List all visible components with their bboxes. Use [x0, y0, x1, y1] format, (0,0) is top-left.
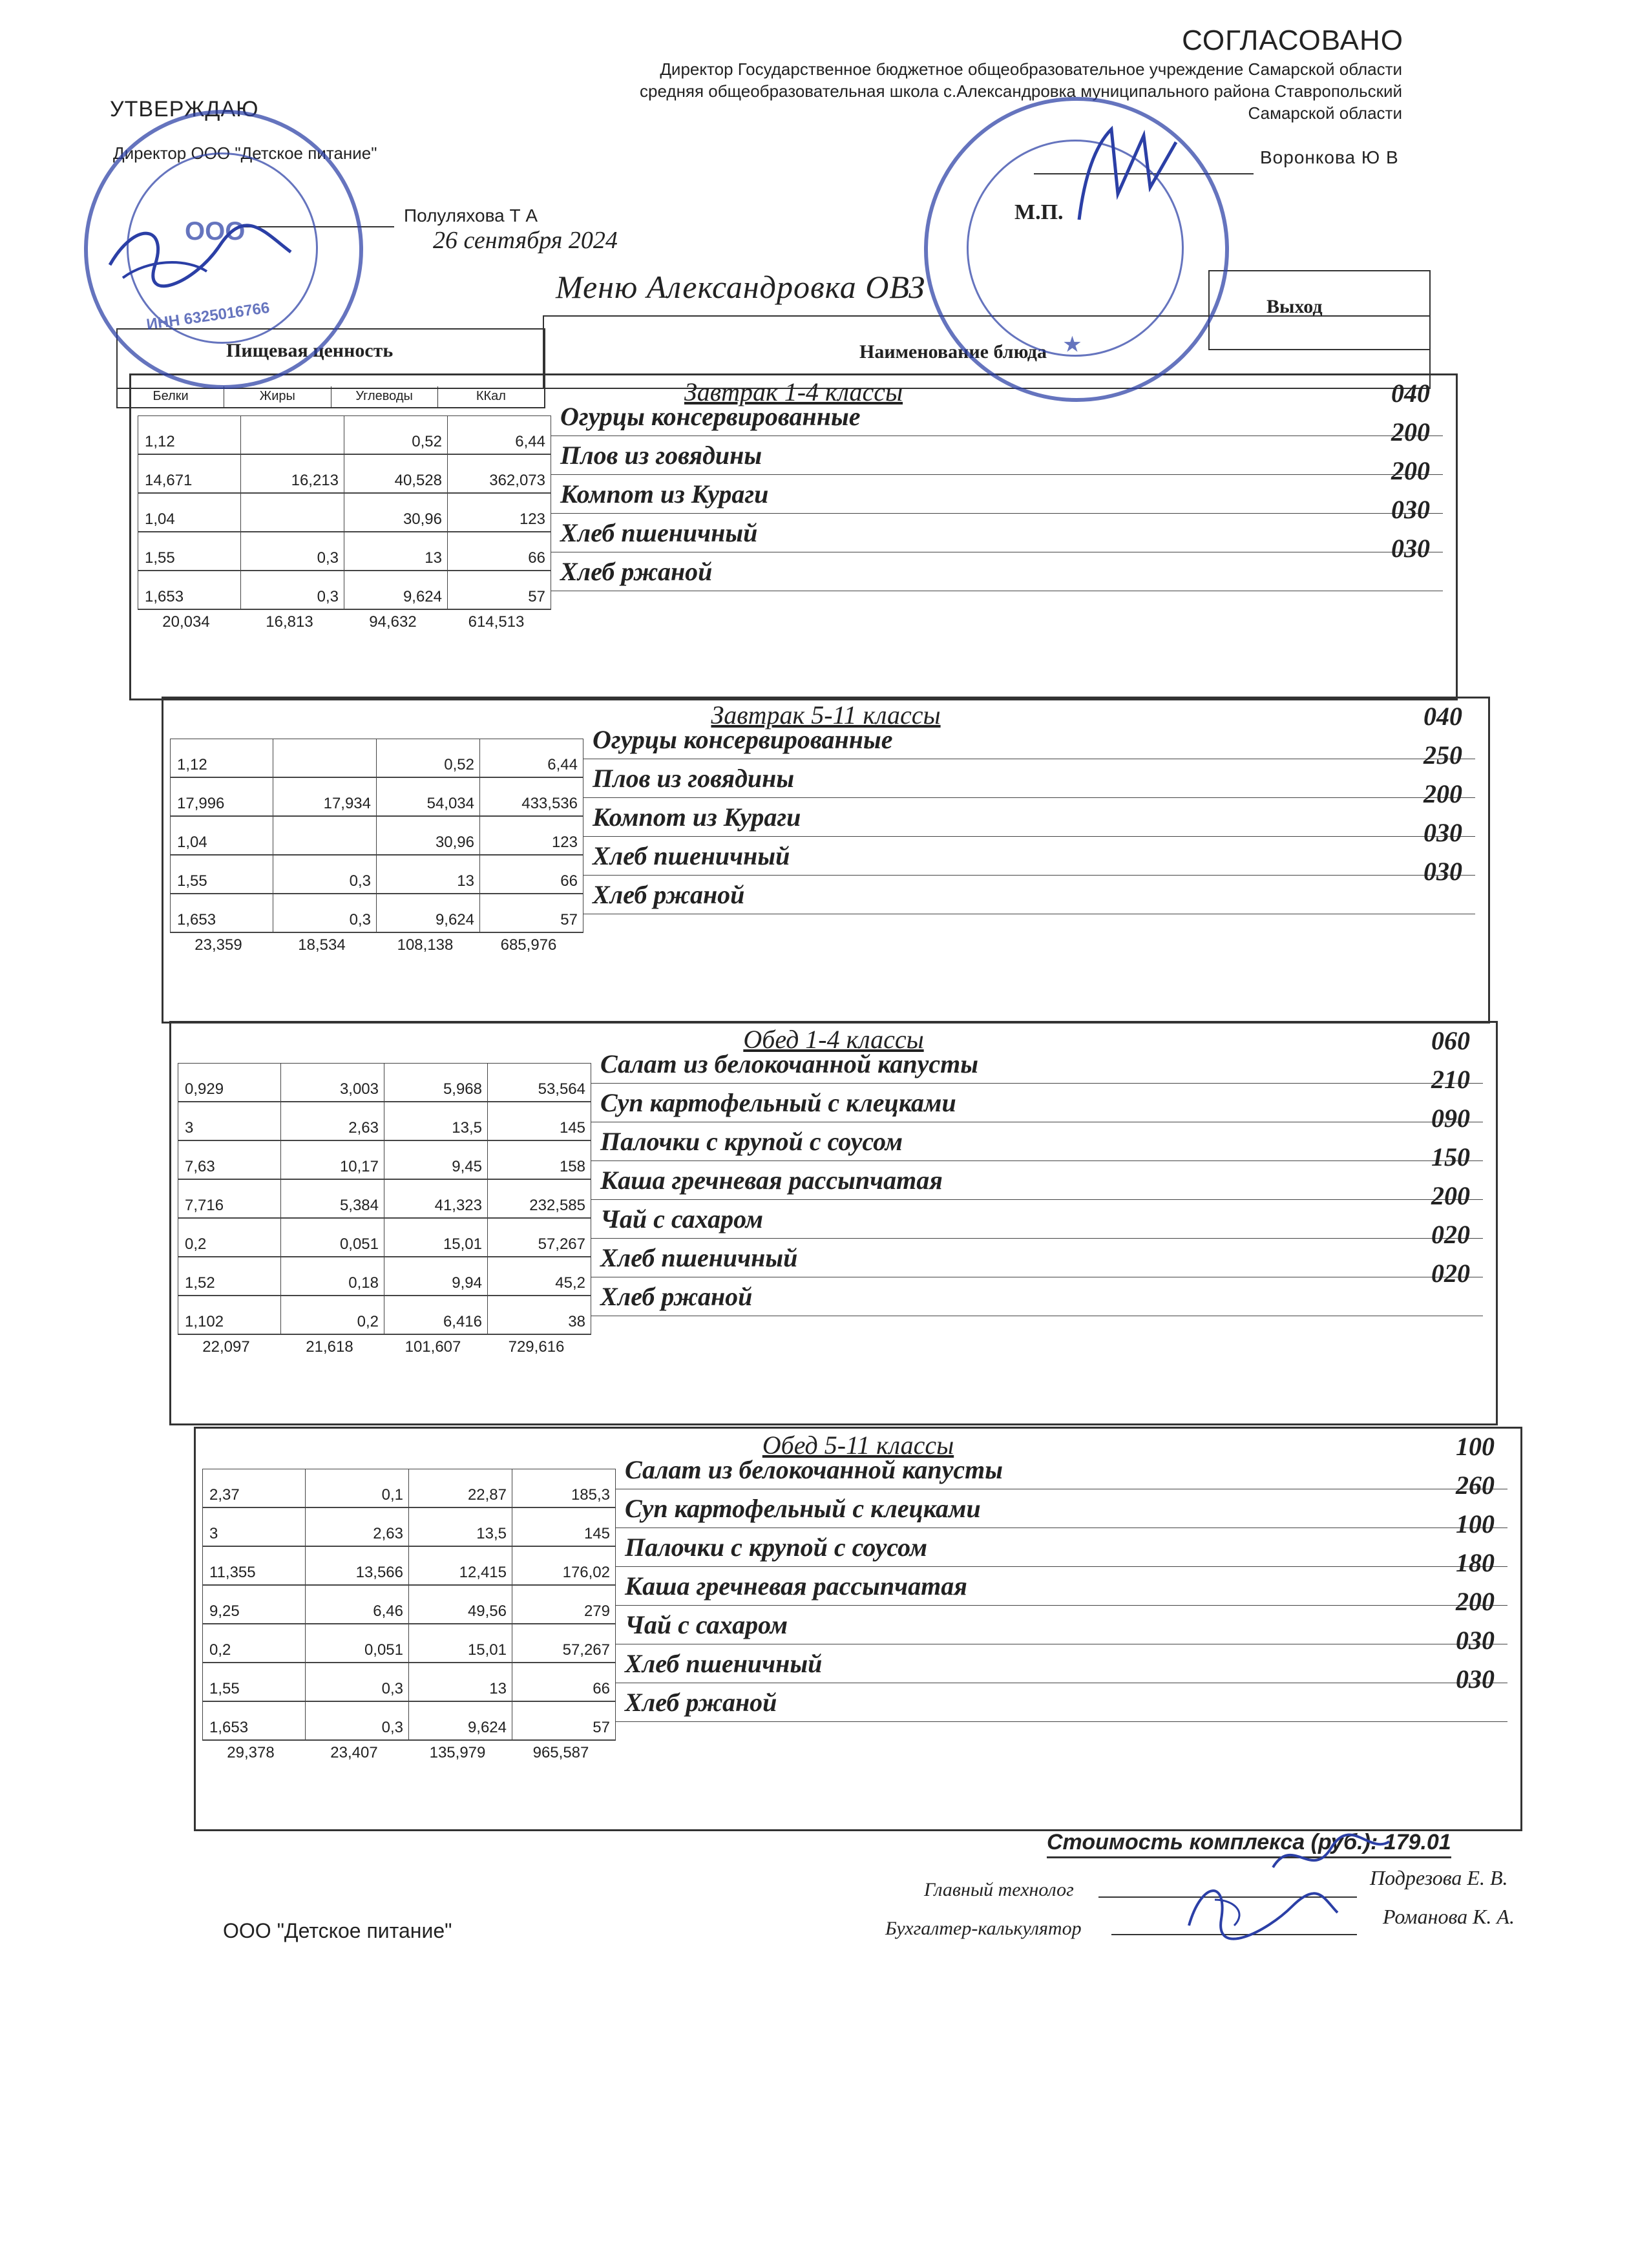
chief-technologist-name: Подрезова Е. В.	[1370, 1866, 1508, 1889]
kcal-cell: 66	[512, 1663, 616, 1701]
dish-exit: 250	[1423, 740, 1462, 770]
total-carbs-cell: 108,138	[397, 936, 454, 954]
fat-cell	[241, 493, 344, 532]
kcal-cell: 66	[480, 855, 583, 894]
section-breakfast-5-11	[162, 697, 1490, 1024]
dish-exit: 200	[1423, 779, 1462, 808]
dish-name: Компот из Кураги	[551, 475, 1443, 514]
kcal-cell: 57,267	[488, 1218, 591, 1257]
carbs-cell: 41,323	[384, 1179, 488, 1218]
kcal-cell: 57	[512, 1701, 616, 1740]
left-seal-center: ООО	[185, 217, 246, 246]
dish-name: Каша гречневая рассыпчатая	[616, 1567, 1507, 1606]
dish-exit: 200	[1391, 456, 1430, 485]
carbs-cell: 12,415	[409, 1546, 512, 1585]
dish-name: Хлеб пшеничный	[583, 837, 1475, 876]
nutrition-header: Пищевая ценность	[226, 340, 394, 361]
carbs-cell: 9,624	[409, 1701, 512, 1740]
kcal-cell: 45,2	[488, 1257, 591, 1296]
kcal-cell: 6,44	[480, 739, 583, 777]
fat-cell: 0,3	[241, 571, 344, 609]
dish-exit: 020	[1431, 1220, 1470, 1249]
dish-name: Хлеб ржаной	[591, 1277, 1483, 1316]
kcal-cell: 145	[512, 1507, 616, 1546]
section-title: Обед 5-11 классы	[762, 1431, 954, 1460]
section-lunch-5-11	[194, 1427, 1522, 1831]
fat-cell: 0,3	[306, 1663, 409, 1701]
kcal-cell: 38	[488, 1296, 591, 1334]
protein-cell: 7,63	[178, 1140, 281, 1179]
fat-cell: 0,2	[281, 1296, 384, 1334]
fat-cell: 0,1	[306, 1469, 409, 1507]
protein-cell: 1,653	[202, 1701, 306, 1740]
protein-cell: 1,55	[170, 855, 273, 894]
fat-cell	[241, 415, 344, 454]
kcal-cell: 433,536	[480, 777, 583, 816]
kcal-cell: 158	[488, 1140, 591, 1179]
fat-cell: 3,003	[281, 1063, 384, 1102]
carbs-cell: 15,01	[384, 1218, 488, 1257]
carbs-cell: 0,52	[377, 739, 480, 777]
protein-header: Белки	[118, 386, 224, 407]
carbs-cell: 13	[409, 1663, 512, 1701]
carbs-cell: 49,56	[409, 1585, 512, 1624]
carbs-cell: 40,528	[344, 454, 448, 493]
dish-name: Огурцы консервированные	[551, 397, 1443, 436]
dish-exit: 100	[1456, 1509, 1495, 1538]
fat-cell: 0,051	[306, 1624, 409, 1663]
protein-cell: 2,37	[202, 1469, 306, 1507]
carbs-cell: 6,416	[384, 1296, 488, 1334]
kcal-cell: 66	[448, 532, 551, 571]
total-kcal-cell: 614,513	[468, 613, 525, 631]
carbs-cell: 13	[377, 855, 480, 894]
protein-cell: 0,2	[202, 1624, 306, 1663]
fat-cell: 0,3	[241, 532, 344, 571]
dish-exit: 100	[1456, 1432, 1495, 1461]
approve-label: УТВЕРЖДАЮ	[110, 97, 259, 121]
protein-cell: 7,716	[178, 1179, 281, 1218]
fat-cell: 2,63	[281, 1102, 384, 1140]
protein-cell: 1,653	[170, 894, 273, 932]
fat-cell: 5,384	[281, 1179, 384, 1218]
approve-name: Полуляхова Т А	[404, 205, 538, 226]
dish-name: Чай с сахаром	[616, 1606, 1507, 1644]
fat-header: Жиры	[224, 386, 331, 407]
protein-cell: 1,102	[178, 1296, 281, 1334]
dish-name: Суп картофельный с клецками	[616, 1489, 1507, 1528]
section-lunch-1-4	[169, 1021, 1498, 1425]
carbs-cell: 5,968	[384, 1063, 488, 1102]
total-carbs-cell: 94,632	[369, 613, 417, 631]
dish-name: Палочки с крупой с соусом	[591, 1122, 1483, 1161]
protein-cell: 1,55	[202, 1663, 306, 1701]
kcal-cell: 57	[480, 894, 583, 932]
kcal-cell: 145	[488, 1102, 591, 1140]
right-seal-star: ★	[1064, 334, 1081, 355]
dish-name: Хлеб ржаной	[551, 552, 1443, 591]
total-protein-cell: 23,359	[194, 936, 242, 954]
carbs-cell: 13,5	[409, 1507, 512, 1546]
approve-position: Директор ООО "Детское питание"	[113, 143, 377, 163]
fat-cell: 0,3	[273, 894, 377, 932]
dish-name: Палочки с крупой с соусом	[616, 1528, 1507, 1567]
dish-exit: 030	[1423, 857, 1462, 886]
section-title: Обед 1-4 классы	[743, 1025, 924, 1054]
kcal-cell: 176,02	[512, 1546, 616, 1585]
left-signature	[97, 207, 304, 297]
carbs-cell: 13,5	[384, 1102, 488, 1140]
page-title: Меню Александровка ОВЗ	[556, 269, 925, 305]
dish-exit: 150	[1431, 1142, 1470, 1171]
carbs-cell: 30,96	[344, 493, 448, 532]
fat-cell: 0,3	[306, 1701, 409, 1740]
kcal-cell: 123	[480, 816, 583, 855]
accountant-name: Романова К. А.	[1383, 1905, 1515, 1928]
agreed-position: Директор Государственное бюджетное общеобразовательное учреждение Самарской области средняя общеобразовательная школа с.Александровка муниципального района Ставропольский Самарской области	[640, 59, 1402, 123]
protein-cell: 1,04	[170, 816, 273, 855]
dish-name: Салат из белокочанной капусты	[616, 1451, 1507, 1489]
total-fat-cell: 16,813	[266, 613, 313, 631]
fat-cell: 0,18	[281, 1257, 384, 1296]
section-breakfast-1-4	[129, 373, 1458, 700]
protein-cell: 0,2	[178, 1218, 281, 1257]
dish-exit: 030	[1391, 495, 1430, 524]
kcal-header: ККал	[476, 389, 506, 403]
total-fat-cell: 21,618	[306, 1338, 353, 1356]
accountant-signature	[1176, 1874, 1344, 1945]
fat-cell: 2,63	[306, 1507, 409, 1546]
protein-cell: 11,355	[202, 1546, 306, 1585]
fat-cell: 17,934	[273, 777, 377, 816]
dish-exit: 040	[1391, 379, 1430, 408]
dish-name: Каша гречневая рассыпчатая	[591, 1161, 1483, 1200]
total-carbs-cell: 135,979	[429, 1744, 486, 1761]
dish-exit: 020	[1431, 1259, 1470, 1288]
total-carbs-cell: 101,607	[404, 1338, 461, 1356]
dish-exit: 040	[1423, 702, 1462, 731]
dish-name: Хлеб ржаной	[583, 876, 1475, 914]
kcal-cell: 53,564	[488, 1063, 591, 1102]
total-protein-cell: 22,097	[202, 1338, 250, 1356]
agreed-label: СОГЛАСОВАНО	[1182, 25, 1403, 56]
dish-name: Плов из говядины	[551, 436, 1443, 475]
right-signature	[1060, 116, 1189, 233]
kcal-cell: 362,073	[448, 454, 551, 493]
agreed-name: Воронкова Ю В	[1260, 147, 1399, 167]
dish-name: Хлеб пшеничный	[551, 514, 1443, 552]
protein-cell: 3	[178, 1102, 281, 1140]
protein-cell: 9,25	[202, 1585, 306, 1624]
total-divider	[138, 609, 551, 610]
protein-cell: 17,996	[170, 777, 273, 816]
complex-cost: Стоимость комплекса (руб.): 179.01	[1047, 1830, 1451, 1858]
protein-cell: 0,929	[178, 1063, 281, 1102]
dish-name: Суп картофельный с клецками	[591, 1084, 1483, 1122]
dish-exit: 210	[1431, 1065, 1470, 1094]
chief-technologist-label: Главный технолог	[924, 1879, 1074, 1900]
fat-cell: 6,46	[306, 1585, 409, 1624]
carbs-header: Углеводы	[331, 386, 438, 407]
protein-cell: 3	[202, 1507, 306, 1546]
carbs-cell: 9,45	[384, 1140, 488, 1179]
dish-name: Хлеб пшеничный	[616, 1644, 1507, 1683]
carbs-cell: 9,624	[377, 894, 480, 932]
fat-cell	[273, 739, 377, 777]
protein-cell: 1,12	[170, 739, 273, 777]
carbs-cell: 30,96	[377, 816, 480, 855]
kcal-cell: 6,44	[448, 415, 551, 454]
total-protein-cell: 29,378	[227, 1744, 275, 1761]
protein-cell: 1,55	[138, 532, 241, 571]
mp-label: М.П.	[1014, 200, 1064, 224]
kcal-cell: 123	[448, 493, 551, 532]
total-protein-cell: 20,034	[162, 613, 210, 631]
dish-exit: 060	[1431, 1026, 1470, 1055]
carbs-cell: 22,87	[409, 1469, 512, 1507]
fat-cell: 10,17	[281, 1140, 384, 1179]
fat-cell	[273, 816, 377, 855]
kcal-cell: 232,585	[488, 1179, 591, 1218]
dish-exit: 030	[1456, 1626, 1495, 1655]
section-title: Завтрак 1-4 классы	[684, 377, 903, 406]
protein-cell: 1,12	[138, 415, 241, 454]
dish-name-header: Наименование блюда	[859, 341, 1047, 362]
section-title: Завтрак 5-11 классы	[711, 700, 941, 730]
fat-cell: 16,213	[241, 454, 344, 493]
exit-header: Выход	[1266, 296, 1323, 317]
total-kcal-cell: 965,587	[532, 1744, 589, 1761]
carbs-cell: 0,52	[344, 415, 448, 454]
left-seal-text: ИНН 6325016766	[145, 299, 271, 334]
dish-exit: 180	[1456, 1548, 1495, 1577]
carbs-cell: 9,624	[344, 571, 448, 609]
dish-name: Огурцы консервированные	[583, 720, 1475, 759]
protein-cell: 1,653	[138, 571, 241, 609]
total-fat-cell: 23,407	[330, 1744, 378, 1761]
total-divider	[170, 932, 583, 933]
carbs-cell: 15,01	[409, 1624, 512, 1663]
total-kcal-cell: 729,616	[508, 1338, 565, 1356]
dish-exit: 030	[1391, 534, 1430, 563]
dish-exit: 200	[1391, 417, 1430, 446]
dish-exit: 030	[1456, 1664, 1495, 1694]
dish-name: Компот из Кураги	[583, 798, 1475, 837]
kcal-cell: 57,267	[512, 1624, 616, 1663]
dish-exit: 090	[1431, 1104, 1470, 1133]
kcal-cell: 279	[512, 1585, 616, 1624]
fat-cell: 0,3	[273, 855, 377, 894]
total-fat-cell: 18,534	[298, 936, 346, 954]
dish-exit: 260	[1456, 1471, 1495, 1500]
company-footer: ООО "Детское питание"	[223, 1919, 452, 1942]
carbs-cell: 9,94	[384, 1257, 488, 1296]
document-date: 26 сентября 2024	[433, 227, 618, 254]
protein-cell: 1,04	[138, 493, 241, 532]
fat-cell: 13,566	[306, 1546, 409, 1585]
kcal-cell: 185,3	[512, 1469, 616, 1507]
carbs-cell: 54,034	[377, 777, 480, 816]
dish-name: Плов из говядины	[583, 759, 1475, 798]
fat-cell: 0,051	[281, 1218, 384, 1257]
carbs-cell: 13	[344, 532, 448, 571]
dish-exit: 200	[1431, 1181, 1470, 1210]
accountant-label: Бухгалтер-калькулятор	[885, 1918, 1082, 1939]
protein-cell: 14,671	[138, 454, 241, 493]
dish-name: Хлеб ржаной	[616, 1683, 1507, 1722]
dish-name: Чай с сахаром	[591, 1200, 1483, 1239]
kcal-cell: 57	[448, 571, 551, 609]
total-kcal-cell: 685,976	[500, 936, 557, 954]
dish-exit: 030	[1423, 818, 1462, 847]
dish-exit: 200	[1456, 1587, 1495, 1616]
protein-cell: 1,52	[178, 1257, 281, 1296]
dish-name: Салат из белокочанной капусты	[591, 1045, 1483, 1084]
total-divider	[202, 1740, 616, 1741]
total-divider	[178, 1334, 591, 1335]
dish-name: Хлеб пшеничный	[591, 1239, 1483, 1277]
